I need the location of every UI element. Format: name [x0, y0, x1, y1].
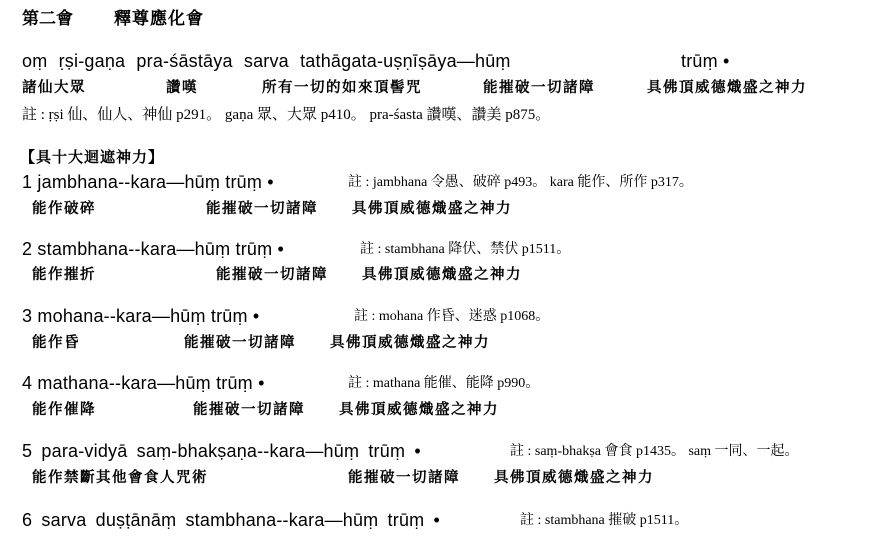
item-3-note: 註 : mohana 作昏、迷惑 p1068。	[354, 309, 550, 324]
item-2-gloss-a: 能作摧折	[32, 267, 96, 283]
item-5-line: 5 para-vidyā saṃ-bhakṣaṇa--kara—hūṃ trūṃ •	[22, 441, 421, 461]
mantra-note: 註 : ṛṣi 仙、仙人、神仙 p291。 gaṇa 眾、大眾 p410。 pra-śasta 讚嘆、讚美 p875。	[22, 107, 551, 123]
item-1-gloss-c: 具佛頂威德熾盛之神力	[352, 201, 512, 217]
item-4-line: 4 mathana--kara—hūṃ trūṃ •	[22, 373, 265, 393]
item-4-gloss-a: 能作催降	[32, 402, 96, 418]
mantra-gloss-1: 諸仙大眾	[22, 80, 86, 96]
section-title-part2: 釋尊應化會	[114, 9, 204, 29]
item-3-gloss-b: 能摧破一切諸障	[184, 335, 296, 351]
item-2-gloss-c: 具佛頂威德熾盛之神力	[362, 267, 522, 283]
item-4-gloss-b: 能摧破一切諸障	[193, 402, 305, 418]
item-5-gloss-b: 能摧破一切諸障	[348, 470, 460, 486]
section-heading: 【具十大迴遮神力】	[20, 148, 165, 166]
item-3-gloss-c: 具佛頂威德熾盛之神力	[330, 335, 490, 351]
item-1-note: 註 : jambhana 令愚、破碎 p493。 kara 能作、所作 p317。	[348, 175, 693, 190]
mantra-gloss-4: 能摧破一切諸障	[483, 80, 595, 96]
item-4-gloss-c: 具佛頂威德熾盛之神力	[339, 402, 499, 418]
item-5-note: 註 : saṃ-bhakṣa 會食 p1435。 saṃ 一同、一起。	[510, 444, 799, 459]
item-3-gloss-a: 能作昏	[32, 335, 80, 351]
mantra-trum: trūṃ •	[681, 51, 730, 71]
item-5-gloss-c: 具佛頂威德熾盛之神力	[494, 470, 654, 486]
item-1-gloss-a: 能作破碎	[32, 201, 96, 217]
mantra-gloss-3: 所有一切的如來頂髻咒	[262, 80, 422, 96]
mantra-gloss-5: 具佛頂威德熾盛之神力	[647, 80, 807, 96]
item-3-line: 3 mohana--kara—hūṃ trūṃ •	[22, 306, 260, 326]
item-2-note: 註 : stambhana 降伏、禁伏 p1511。	[360, 242, 571, 257]
mantra-gloss-2: 讚嘆	[166, 80, 198, 96]
item-2-line: 2 stambhana--kara—hūṃ trūṃ •	[22, 239, 284, 259]
item-6-note: 註 : stambhana 摧破 p1511。	[520, 513, 689, 528]
mantra-line: oṃ ṛṣi-gaṇa pra-śāstāya sarva tathāgata-uṣṇīṣāya—hūṃ	[22, 51, 511, 71]
item-6-line: 6 sarva duṣṭānāṃ stambhana--kara—hūṃ trūṃ •	[22, 510, 441, 530]
item-1-line: 1 jambhana--kara—hūṃ trūṃ •	[22, 172, 274, 192]
item-2-gloss-b: 能摧破一切諸障	[216, 267, 328, 283]
item-4-note: 註 : mathana 能催、能降 p990。	[348, 376, 540, 391]
item-5-gloss-a: 能作禁斷其他會食人咒術	[32, 470, 208, 486]
item-1-gloss-b: 能摧破一切諸障	[206, 201, 318, 217]
section-title-part1: 第二會	[22, 9, 73, 29]
